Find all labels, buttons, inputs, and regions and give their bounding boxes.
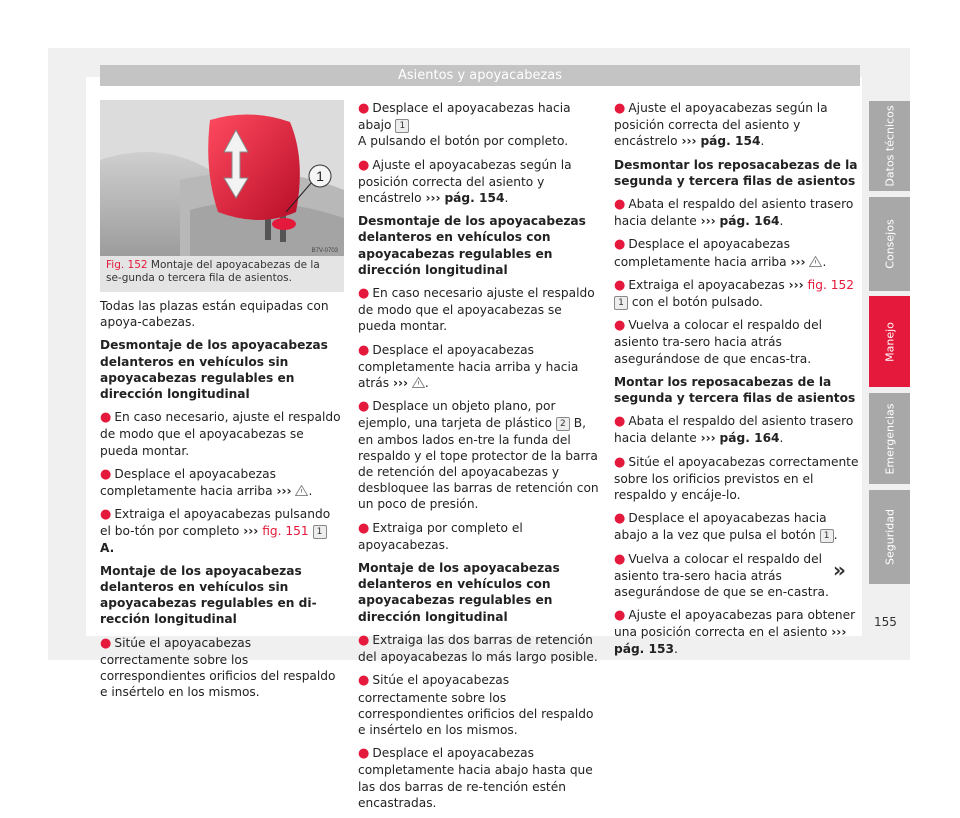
section-heading: Montaje de los apoyacabezas delanteros en vehículos sin apoyacabezas regulables en di-rección longitudinal — [100, 563, 317, 627]
page-link[interactable]: pág. 154 — [700, 134, 761, 149]
tab-manejo[interactable] — [869, 296, 910, 387]
section-title: Asientos y apoyacabezas — [397, 68, 563, 83]
warning-icon — [295, 485, 308, 496]
page-link[interactable]: pág. 153 — [614, 641, 674, 656]
list-item: ● Desplace el apoyacabezas hacia abajo 1 A pulsando el botón por completo. — [358, 101, 571, 149]
figure-label: Fig. 152 — [106, 259, 148, 271]
list-item: ● Desplace un objeto plano, por ejemplo, una tarjeta de plástico 2 B, en ambos lados en-tre la funda del respaldo y el tope protector de la barra de retención del apoyacabezas y desbloquee las barras de retención con un poco de presión. — [358, 399, 599, 512]
figure-code: B7V-0703 — [311, 248, 338, 254]
list-item: ● Abata el respaldo del asiento trasero hacia delante ››› pág. 164. — [614, 197, 854, 229]
section-header — [100, 65, 860, 86]
tab-emergencias[interactable] — [869, 393, 910, 484]
warning-icon — [412, 377, 425, 388]
list-item: ● Vuelva a colocar el respaldo del asiento tra-sero hacia atrás asegurándose de que se en-castra. — [614, 551, 829, 600]
section-heading: Desmontaje de los apoyacabezas delanteros en vehículos sin apoyacabezas regulables en dirección longitudinal — [100, 338, 328, 402]
list-item: ● En caso necesario, ajuste el respaldo de modo que el apoyacabezas se pueda montar. — [100, 410, 341, 458]
figure-callout: 1 — [316, 168, 324, 184]
page-link[interactable]: pág. 164 — [719, 214, 780, 229]
list-item: ● Desplace el apoyacabezas completamente hacia arriba y hacia atrás ››› . — [358, 342, 579, 391]
figure-caption-text: Montaje del apoyacabezas de la se-gunda o tercera fila de asientos. — [106, 259, 320, 284]
page-link[interactable]: pág. 164 — [719, 431, 780, 446]
continue-marker: » — [833, 558, 846, 582]
list-item: ● Vuelva a colocar el respaldo del asiento tra-sero hacia atrás asegurándose de que encas-tra. — [614, 318, 823, 366]
list-item: ● Desplace el apoyacabezas completamente hacia arriba ››› . — [614, 237, 827, 269]
list-item: ● Extraiga las dos barras de retención del apoyacabezas lo más largo posible. — [358, 632, 598, 665]
list-item: ● Sitúe el apoyacabezas correctamente sobre los orificios previstos en el respaldo y encáje-lo. — [614, 454, 859, 503]
column-1 — [100, 298, 344, 707]
figure-caption — [100, 256, 344, 292]
list-item: ● Desplace el apoyacabezas hacia abajo a la vez que pulsa el botón 1 . — [614, 511, 838, 543]
list-item: ● Desplace el apoyacabezas completamente hacia abajo hasta que las dos barras de re-tención estén encastradas. — [358, 746, 593, 810]
list-item: ● Desplace el apoyacabezas completamente hacia arriba ››› . — [100, 466, 313, 499]
column-3 — [614, 100, 860, 664]
page-number: 155 — [874, 615, 897, 629]
section-heading: Desmontaje de los apoyacabezas delanteros en vehículos con apoyacabezas regulables en dirección longitudinal — [358, 214, 586, 277]
list-item: ● Sitúe el apoyacabezas correctamente sobre los correspondientes orificios del respaldo e insértelo en los mismos. — [358, 673, 594, 737]
list-item: ● Extraiga el apoyacabezas pulsando el bo-tón por completo ››› fig. 151 1 A. — [100, 507, 331, 555]
figure-link[interactable]: fig. 151 — [262, 524, 309, 539]
tab-consejos[interactable] — [869, 197, 910, 291]
list-item: ● Ajuste el apoyacabezas según la posición correcta del asiento y encástrelo ››› pág. 154. — [358, 157, 572, 206]
list-item: ● Extraiga el apoyacabezas ››› fig. 152 1 con el botón pulsado. — [614, 277, 854, 310]
page-link[interactable]: pág. 154 — [444, 191, 505, 206]
section-heading: Desmontar los reposacabezas de la segunda y tercera filas de asientos — [614, 157, 858, 188]
tab-label: Seguridad — [883, 509, 896, 565]
figure-link[interactable]: fig. 152 — [807, 277, 854, 292]
intro-paragraph: Todas las plazas están equipadas con apoya-cabezas. — [100, 299, 329, 330]
tab-label: Emergencias — [883, 402, 896, 475]
list-item: ● Abata el respaldo del asiento trasero hacia delante ››› pág. 164. — [614, 414, 854, 446]
list-item: ● En caso necesario ajuste el respaldo de modo que el apoyacabezas se pueda montar. — [358, 286, 595, 334]
list-item: ● Ajuste el apoyacabezas según la posición correcta del asiento y encástrelo ››› pág. 154. — [614, 101, 828, 149]
section-heading: Montar los reposacabezas de la segunda y tercera filas de asientos — [614, 374, 856, 406]
tab-label: Datos técnicos — [883, 105, 896, 187]
warning-icon — [809, 256, 822, 267]
tab-datos-tecnicos[interactable] — [869, 101, 910, 191]
tab-label: Consejos — [883, 219, 896, 269]
tab-label: Manejo — [883, 321, 896, 362]
section-heading: Montaje de los apoyacabezas delanteros en vehículos con apoyacabezas regulables en dirección longitudinal — [358, 561, 560, 624]
column-2 — [358, 100, 602, 818]
list-item: ● Sitúe el apoyacabezas correctamente sobre los correspondientes orificios del respaldo e insértelo en los mismos. — [100, 635, 336, 700]
tab-seguridad[interactable] — [869, 490, 910, 584]
list-item: ● Extraiga por completo el apoyacabezas. — [358, 520, 523, 552]
list-item: ● Ajuste el apoyacabezas para obtener una posición correcta en el asiento ››› pág. 153. — [614, 608, 856, 656]
